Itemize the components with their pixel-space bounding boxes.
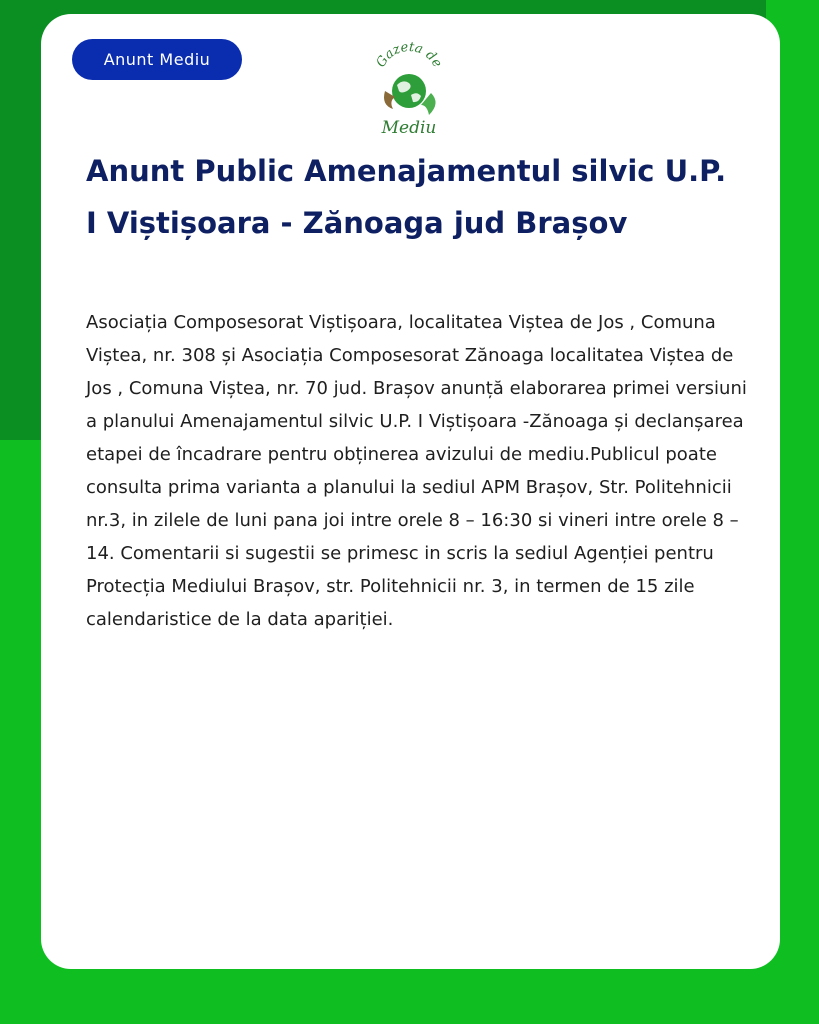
logo-text-bottom: Mediu [381, 118, 437, 138]
article-title: Anunt Public Amenajamentul silvic U.P. I Viștișoara - Zănoaga jud Brașov [86, 154, 727, 240]
category-badge[interactable]: Anunt Mediu [72, 39, 242, 80]
svg-text:Gazeta de [373, 40, 444, 71]
announcement-card [41, 14, 780, 969]
logo-text-top: Gazeta de [373, 39, 445, 71]
globe-icon [392, 74, 426, 108]
gazeta-de-mediu-logo [359, 39, 459, 139]
article-body: Asociația Composesorat Viștișoara, localitatea Viștea de Jos , Comuna Viștea, nr. 308 și Asociația Composesorat Zănoaga localitatea Viștea de Jos , Comuna Viștea, nr. 70 jud. Brașov anunță elaborarea primei versiuni a planului Amenajamentul silvic U.P. I Viștișoara -Zănoaga și declanșarea etapei de încadrare pentru obținerea avizului de mediu.Publicul poate consulta prima varianta a planului la sediul APM Brașov, Str. Politehnicii nr.3, in zilele de luni pana joi intre orele 8 – 16:30 si vineri intre orele 8 – 14. Comentarii si sugestii se primesc in scris la sediul Agenției pentru Protecția Mediului Brașov, str. Politehnicii nr. 3, in termen de 15 zile calendaristice de la data apariției. [86, 312, 747, 630]
